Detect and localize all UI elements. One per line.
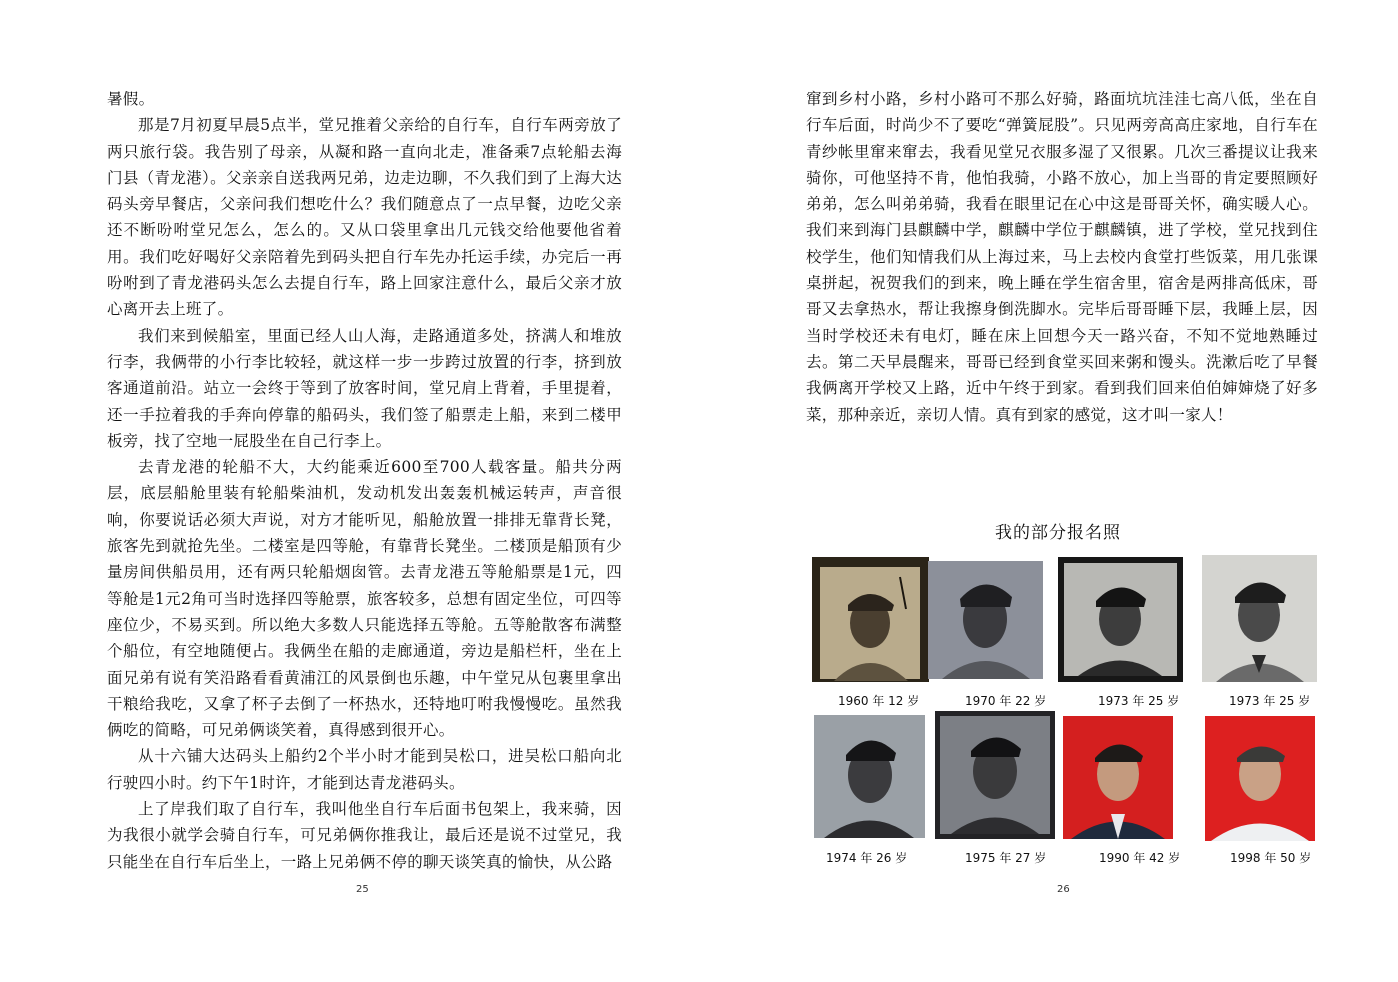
right-page-body-text — [806, 86, 1318, 428]
portrait-photo-1998 — [1205, 716, 1315, 841]
photo-caption: 1960 年 12 岁 — [838, 694, 920, 708]
right-page — [699, 0, 1398, 982]
portrait-photo-1990 — [1063, 716, 1173, 839]
paragraph: 窜到乡村小路，乡村小路可不那么好骑，路面坑坑洼洼七高八低，坐在自行车后面，时尚少不了要吃“弹簧屁股”。只见两旁高高庄家地，自行车在青纱帐里窜来窜去，我看见堂兄衣服多湿了又很累。几次三番提议让我来骑你，可他坚持不肯，他怕我骑，小路不放心，加上当哥的肯定要照顾好弟弟，怎么叫弟弟骑，我看在眼里记在心中这是哥哥关怀，确实暖人心。我们来到海门县麒麟中学，麒麟中学位于麒麟镇，进了学校，堂兄找到住校学生，他们知情我们从上海过来，马上去校内食堂打些饭菜，用几张课桌拼起，祝贺我们的到来，晚上睡在学生宿舍里，宿舍是两排高低床，哥哥又去拿热水，帮让我擦身倒洗脚水。完毕后哥哥睡下层，我睡上层，因当时学校还未有电灯，睡在床上回想今天一路兴奋，不知不觉地熟睡过去。第二天早晨醒来，哥哥已经到食堂买回来粥和馒头。洗漱后吃了早餐我俩离开学校又上路，近中午终于到家。看到我们回来伯伯婶婶烧了好多菜，那种亲近，亲切人情。真有到家的感觉，这才叫一家人！ — [806, 90, 1318, 424]
portrait-photo-1974 — [814, 715, 925, 838]
photo-caption: 1990 年 42 岁 — [1099, 851, 1181, 865]
photo-caption: 1998 年 50 岁 — [1230, 851, 1312, 865]
paragraph: 去青龙港的轮船不大，大约能乘近600至700人载客量。船共分两层，底层船舱里装有轮船柴油机，发动机发出轰轰机械运转声，声音很响，你要说话必须大声说，对方才能听见，船舱放置一排排无靠背长凳，旅客先到就抢先坐。二楼室是四等舱，有靠背长凳坐。二楼顶是船顶有少量房间供船员用，还有两只轮船烟囱管。去青龙港五等舱船票是1元，四等舱是1元2角可当时选择四等舱票，旅客较多，总想有固定坐位，可四等座位少，不易买到。所以绝大多数人只能选择五等舱。五等舱散客布满整个船位，有空地随便占。我俩坐在船的走廊通道，旁边是船栏杆，坐在上面兄弟有说有笑沿路看看黄浦江的风景倒也乐趣，中午堂兄从包裹里拿出干粮给我吃，又拿了杯子去倒了一杯热水，还特地叮咐我慢慢吃。虽然我俩吃的简略，可兄弟俩谈笑着，真得感到很开心。 — [107, 458, 622, 740]
left-page-body-text — [107, 86, 622, 875]
portrait-photo-1973-b — [1202, 555, 1317, 682]
portrait-photo-1970 — [928, 561, 1043, 679]
photo-caption: 1973 年 25 岁 — [1098, 694, 1180, 708]
photo-caption: 1974 年 26 岁 — [826, 851, 908, 865]
photo-caption: 1973 年 25 岁 — [1229, 694, 1311, 708]
paragraph: 暑假。 — [107, 90, 155, 108]
photo-caption: 1975 年 27 岁 — [965, 851, 1047, 865]
paragraph: 我们来到候船室，里面已经人山人海，走路通道多处，挤满人和堆放行李，我俩带的小行李比较轻，就这样一步一步跨过放置的行李，挤到放客通道前沿。站立一会终于等到了放客时间，堂兄肩上背着，手里提着，还一手拉着我的手奔向停靠的船码头，我们签了船票走上船，来到二楼甲板旁，找了空地一屁股坐在自己行李上。 — [107, 326, 622, 450]
photo-caption: 1970 年 22 岁 — [965, 694, 1047, 708]
paragraph: 那是7月初夏早晨5点半，堂兄推着父亲给的自行车，自行车两旁放了两只旅行袋。我告别了母亲，从凝和路一直向北走，准备乘7点轮船去海门县（青龙港）。父亲亲自送我两兄弟，边走边聊，不久我们到了上海大达码头旁早餐店，父亲问我们想吃什么？我们随意点了一点早餐，边吃父亲还不断吩咐堂兄怎么，怎么的。又从口袋里拿出几元钱交给他要他省着用。我们吃好喝好父亲陪着先到码头把自行车先办托运手续，办完后一再吩咐到了青龙港码头怎么去提自行车，路上回家注意什么，最后父亲才放心离开去上班了。 — [107, 116, 622, 319]
photo-section-title: 我的部分报名照 — [995, 523, 1121, 543]
paragraph: 从十六铺大达码头上船约2个半小时才能到吴松口，进吴松口船向北行驶四小时。约下午1时许，才能到达青龙港码头。 — [107, 747, 622, 792]
page-number: 25 — [356, 884, 369, 895]
portrait-photo-1975 — [935, 711, 1055, 839]
paragraph: 上了岸我们取了自行车，我叫他坐自行车后面书包架上，我来骑，因为我很小就学会骑自行车，可兄弟俩你推我让，最后还是说不过堂兄，我只能坐在自行车后坐上，一路上兄弟俩不停的聊天谈笑真的愉快，从公路 — [107, 800, 622, 871]
page-number: 26 — [1057, 884, 1070, 895]
portrait-photo-1960 — [812, 557, 929, 682]
portrait-photo-1973-a — [1058, 557, 1183, 682]
